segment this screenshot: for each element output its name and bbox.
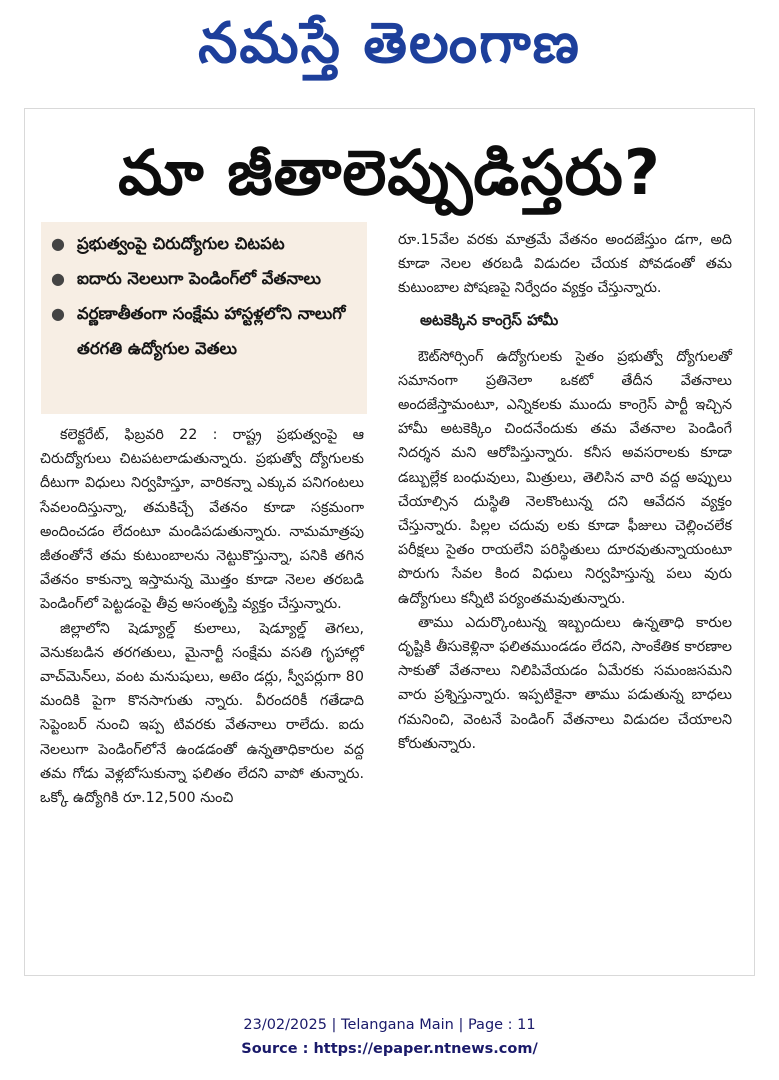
article-paragraph: కలెక్టరేట్, ఫిబ్రవరి 22 : రాష్ట్ర ప్రభుత్వంపై ఆ చిరుద్యోగులు చిటపటలాడుతున్నారు. ప్రభుత్వో ద్యోగులకు దీటుగా విధులు నిర్వహిస్తూ, వారికన్నా ఎక్కువ పనిగంటలు సేవలందిస్తున్నా, తమకిచ్చే వేతనం కూడా సక్రమంగా అందించడం లేదంటూ మండిపడుతున్నారు. నామమాత్రపు జీతంతోనే తమ కుటుంబాలను నెట్టుకొస్తున్నా, పనికి తగిన వేతనం కాకున్నా ఇస్తామన్న మొత్తం కూడా నెలల తరబడి పెండింగ్‌లో పెట్టడంపై తీవ్ర అసంతృప్తి వ్యక్తం చేస్తున్నారు. bbox=[40, 427, 364, 613]
article-paragraph: తాము ఎదుర్కొంటున్న ఇబ్బందులు ఉన్నతాధి కారుల దృష్టికి తీసుకెళ్లినా ఫలితముండడం లేదని, సాంకేతిక కారణాల సాకుతో వేతనాలు నిలిపివేయడం ఏమేరకు సమంజసమని వారు ప్రశ్నిస్తున్నారు. ఇప్పటికైనా తాము పడుతున్న బాధలు గమనించి, వెంటనే పెండింగ్ వేతనాలు విడుదల చేయాలని కోరుతున్నారు. bbox=[398, 614, 732, 752]
article-paragraph: జిల్లాలోని షెడ్యూల్డ్ కులాలు, షెడ్యూల్డ్ తెగలు, వెనుకబడిన తరగతులు, మైనార్టీ సంక్షేమ వసతి గృహాల్లో వాచ్‌మెన్‌లు, వంట మనుషులు, అటెం డర్లు, స్వీపర్లుగా 80 మందికి పైగా కొనసాగుతు న్నారు. వీరందరికీ గతేడాది సెప్టెంబర్ నుంచి ఇప్ప టివరకు వేతనాలు రాలేదు. ఐదు నెలలుగా పెండింగ్‌లోనే ఉండడంతో ఉన్నతాధికారుల వద్ద తమ గోడు వెళ్లబోసుకున్నా ఫలితం లేదని వాపో తున్నారు. ఒక్కో ఉద్యోగికి రూ.12,500 నుంచి bbox=[40, 620, 364, 807]
highlight-text: ప్రభుత్వంపై చిరుద్యోగుల చిటపట bbox=[77, 234, 285, 253]
bullet-icon: ● bbox=[51, 304, 65, 323]
highlight-text: వర్ణణాతీతంగా సంక్షేమ హాస్టళ్లలోని నాలుగో తరగతి ఉద్యోగుల వెతలు bbox=[77, 304, 346, 358]
highlight-item bbox=[51, 296, 359, 366]
highlights-box bbox=[41, 222, 367, 414]
newspaper-masthead: నమస్తే తెలంగాణ bbox=[198, 11, 581, 76]
article-subheading: అటకెక్కిన కాంగ్రెస్ హామీ bbox=[420, 310, 559, 329]
article-left-column bbox=[40, 423, 364, 810]
bullet-icon: ● bbox=[51, 269, 65, 288]
highlight-text: ఐదారు నెలలుగా పెండింగ్‌లో వేతనాలు bbox=[77, 269, 321, 288]
highlight-item bbox=[51, 226, 359, 261]
article-right-column bbox=[398, 228, 732, 756]
footer-source-line: Source : https://epaper.ntnews.com/ bbox=[241, 1041, 538, 1057]
bullet-icon: ● bbox=[51, 234, 65, 253]
footer-date-line: 23/02/2025 | Telangana Main | Page : 11 bbox=[243, 1017, 536, 1033]
article-paragraph: ఔట్‌సోర్సింగ్ ఉద్యోగులకు సైతం ప్రభుత్వో ద్యోగులతో సమానంగా ప్రతినెలా ఒకటో తేదీన వేతనాలు అందజేస్తామంటూ, ఎన్నికలకు ముందు కాంగ్రెస్ పార్టీ ఇచ్చిన హామీ అటకెక్కిం చిందనేందుకు తమ వేతనాల పెండింగే నిదర్శన మని ఆరోపిస్తున్నారు. కనీస అవసరాలకు కూడా డబ్బుల్లేక బంధువులు, మిత్రులు, తెలిసిన వారి వద్ద అప్పులు చేయాల్సిన దుస్థితి నెలకొంటున్న దని ఆవేదన వ్యక్తం చేస్తున్నారు. పిల్లల చదువు లకు కూడా ఫీజులు చెల్లించలేక పరీక్షలు సైతం రాయలేని పరిస్థితులు దూరవుతున్నాయంటూ పొరుగు సేవల కింద విధులు నిర్వహిస్తున్న పలు వురు ఉద్యోగులు కన్నీటి పర్యంతమవుతున్నారు. bbox=[398, 348, 732, 607]
highlight-item bbox=[51, 261, 359, 296]
article-paragraph: రూ.15వేల వరకు మాత్రమే వేతనం అందజేస్తుం డగా, అది కూడా నెలల తరబడి విడుదల చేయక పోవడంతో తమ కుటుంబాల పోషణపై నిర్వేదం వ్యక్తం చేస్తున్నారు. bbox=[398, 232, 732, 297]
article-headline: మా జీతాలెప్పుడిస్తరు? bbox=[118, 136, 661, 209]
